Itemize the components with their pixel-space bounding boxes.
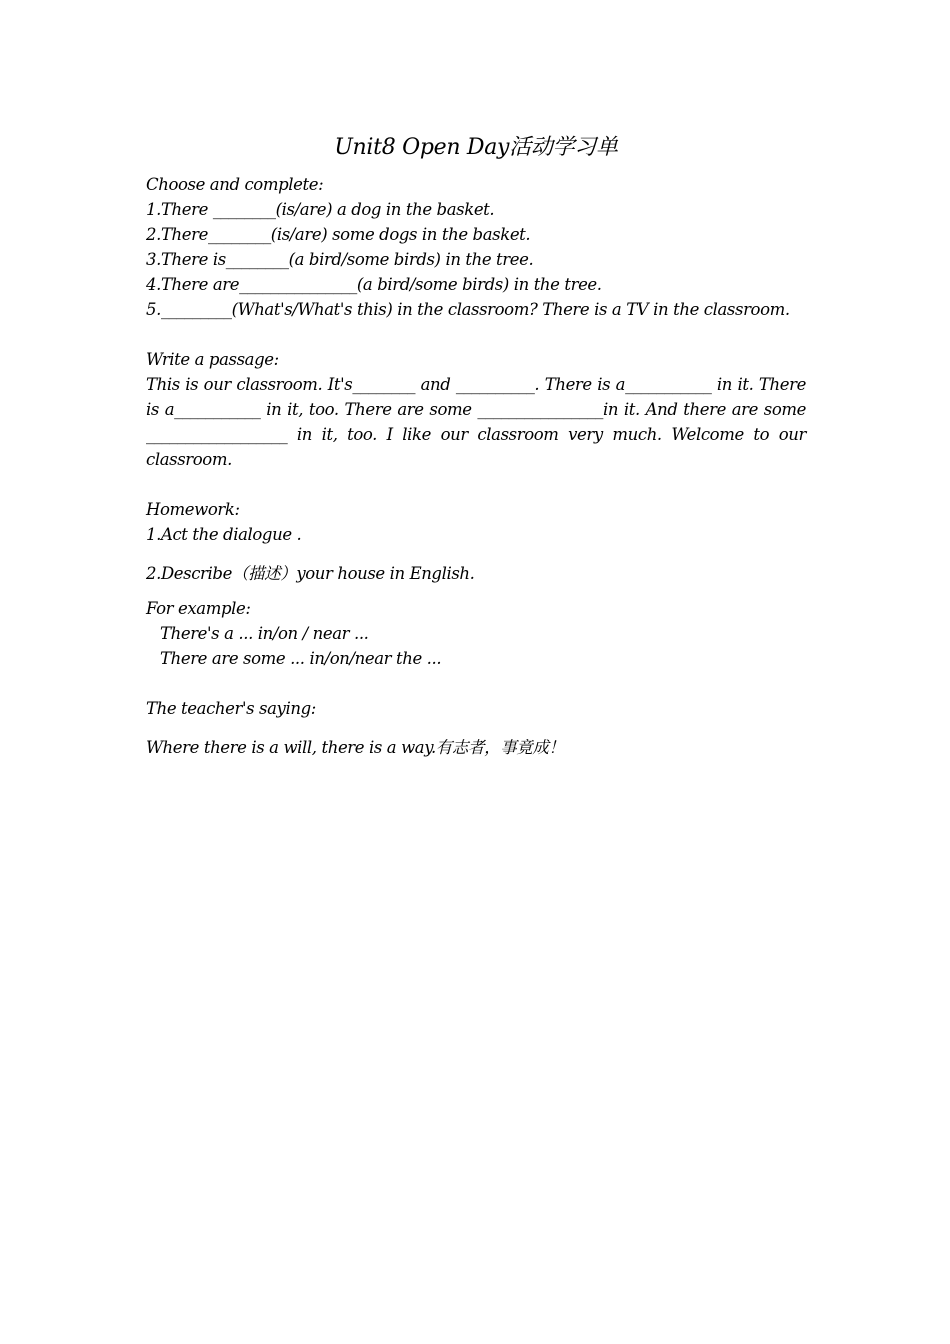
page-title: Unit8 Open Day活动学习单 — [334, 135, 618, 160]
choose-item-2: 2.There________(is/are) some dogs in the basket. — [146, 225, 531, 244]
saying-heading: The teacher's saying: — [146, 699, 316, 718]
choose-item-1: 1.There ________(is/are) a dog in the basket. — [146, 200, 495, 219]
example-line-1: There's a ... in/on / near ... — [160, 624, 369, 643]
choose-heading: Choose and complete: — [146, 175, 324, 194]
choose-item-5: 5._________(What's/What's this) in the classroom? There is a TV in the classroom. — [146, 300, 790, 319]
saying-text: Where there is a will, there is a way.有志者，事竟成！ — [146, 738, 565, 757]
choose-item-3: 3.There is________(a bird/some birds) in the tree. — [146, 250, 534, 269]
passage-text: This is our classroom. It's________ and __________. There is a___________ in it. There is a___________ in it, too. There are some ________________in it. And there are some __________________ in it, too. I like our classroom very much. Welcome to our classroom. — [146, 375, 806, 469]
choose-item-4: 4.There are_______________(a bird/some birds) in the tree. — [146, 275, 602, 294]
example-line-2: There are some ... in/on/near the ... — [160, 649, 442, 668]
worksheet — [146, 132, 806, 760]
homework-item-2: 2.Describe（描述）your house in English. — [146, 564, 475, 583]
example-heading: For example: — [146, 599, 251, 618]
passage-heading: Write a passage: — [146, 350, 279, 369]
homework-item-1: 1.Act the dialogue . — [146, 525, 302, 544]
homework-heading: Homework: — [146, 500, 240, 519]
